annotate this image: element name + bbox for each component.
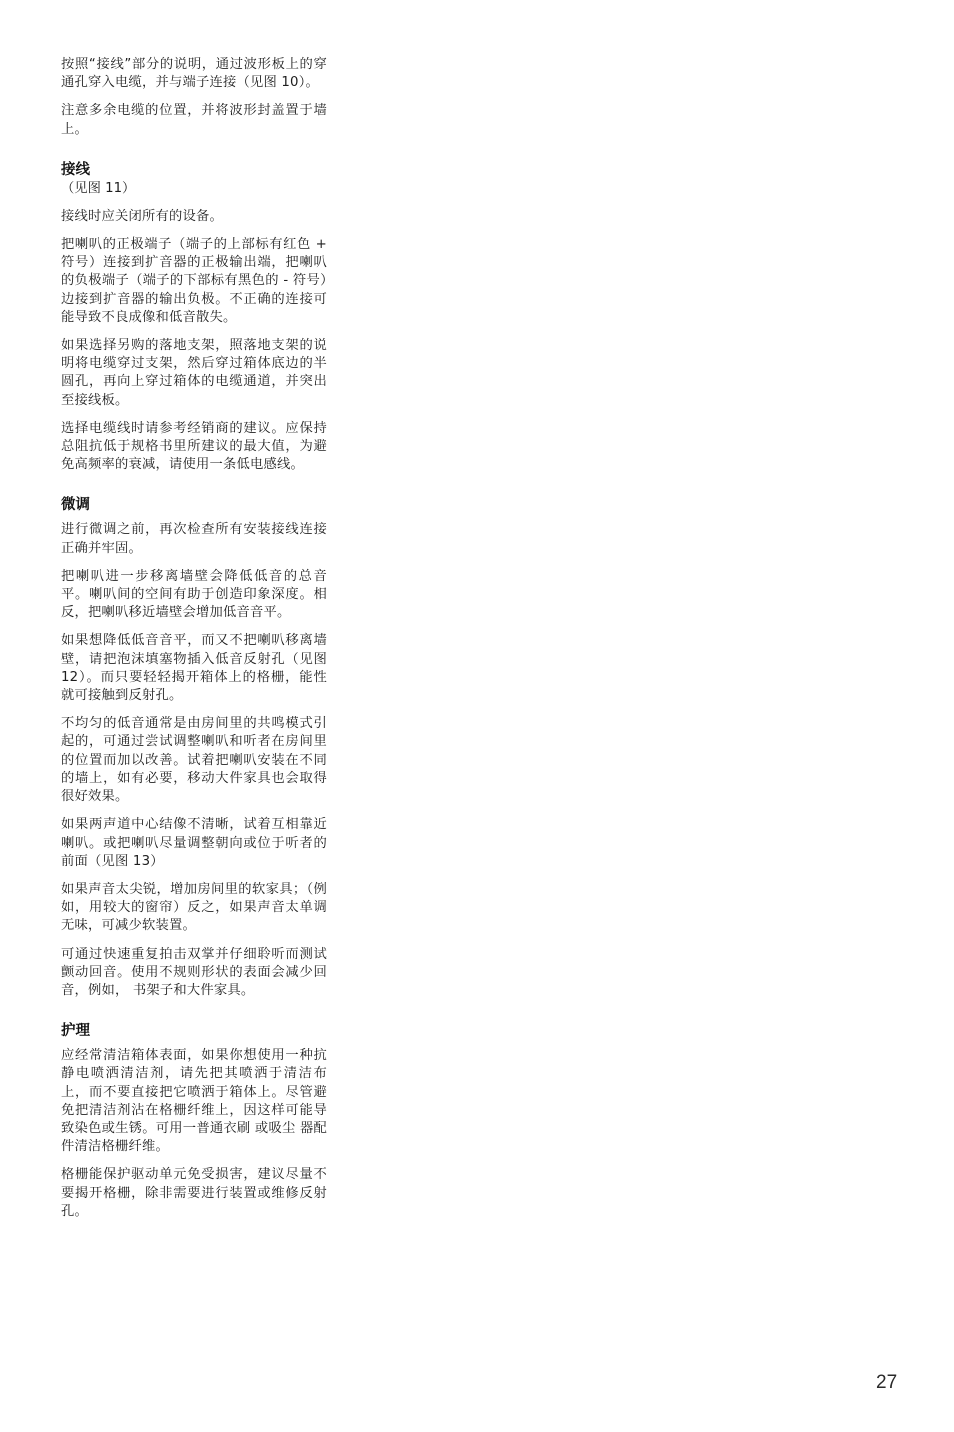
tuning-paragraph-7: 可通过快速重复拍击双掌并仔细聆听而测试颤动回音。使用不规则形状的表面会减少回音，例如， 书架子和大件家具。 <box>61 946 327 998</box>
care-heading: 护理 <box>61 1023 90 1040</box>
text-column <box>61 56 327 1231</box>
care-paragraph-1: 应经常清洁箱体表面，如果你想使用一种抗静电喷洒清洁剂，请先把其喷洒于清洁布上，而不要直接把它喷洒于箱体上。尽管避免把清洁剂沾在格栅纤维上，因这样可能导致染色或生锈。可用一普通衣刷 或吸尘 器配件清洁格栅纤维。 <box>61 1048 327 1155</box>
tuning-paragraph-1: 进行微调之前，再次检查所有安装接线连接正确并牢固。 <box>61 522 327 556</box>
wiring-paragraph-3: 如果选择另购的落地支架，照落地支架的说明将电缆穿过支架，然后穿过箱体底边的半圆孔，再向上穿过箱体的电缆通道，并突出至接线板。 <box>61 338 327 408</box>
intro-paragraph-2: 注意多余电缆的位置，并将波形封盖置于墙上。 <box>61 103 327 137</box>
tuning-paragraph-5: 如果两声道中心结像不清晰，试着互相靠近喇叭。或把喇叭尽量调整朝向或位于听者的前面（见图 13） <box>61 817 327 869</box>
tuning-heading: 微调 <box>61 497 90 514</box>
tuning-paragraph-4: 不均匀的低音通常是由房间里的共鸣模式引起的，可通过尝试调整喇叭和听者在房间里的位置而加以改善。试着把喇叭安装在不同的墙上，如有必要，移动大件家具也会取得很好效果。 <box>61 716 327 805</box>
tuning-paragraph-2: 把喇叭进一步移离墙壁会降低低音的总音平。喇叭间的空间有助于创造印象深度。相反，把喇叭移近墙壁会增加低音音平。 <box>61 568 327 621</box>
care-paragraph-2: 格栅能保护驱动单元免受损害，建议尽量不要揭开格栅，除非需要进行装置或维修反射孔。 <box>61 1167 327 1219</box>
wiring-paragraph-1: 接线时应关闭所有的设备。 <box>61 208 223 224</box>
wiring-paragraph-2: 把喇叭的正极端子（端子的上部标有红色 + 符号）连接到扩音器的正极输出端，把喇叭的负极端子（端子的下部标有黑色的 - 符号）边接到扩音器的输出负极。不正确的连接可能导致不良成像和低音散失。 <box>61 237 327 325</box>
wiring-heading: 接线 <box>61 161 90 178</box>
wiring-figure-note: （见图 11） <box>61 180 136 196</box>
wiring-paragraph-4: 选择电缆线时请参考经销商的建议。应保持总阻抗低于规格书里所建议的最大值，为避免高频率的衰减，请使用一条低电感线。 <box>61 420 327 473</box>
tuning-paragraph-6: 如果声音太尖锐，增加房间里的软家具；（例如，用较大的窗帘）反之，如果声音太单调无味，可减少软装置。 <box>61 881 327 934</box>
intro-paragraph-1: 按照“接线”部分的说明，通过波形板上的穿通孔穿入电缆，并与端子连接（见图 10）。 <box>61 57 327 91</box>
page-number: 27 <box>876 1372 898 1393</box>
tuning-paragraph-3: 如果想降低低音音平，而又不把喇叭移离墙壁，请把泡沫填塞物插入低音反射孔（见图 12）。而只要轻轻揭开箱体上的格栅，能性就可接触到反射孔。 <box>61 633 327 704</box>
